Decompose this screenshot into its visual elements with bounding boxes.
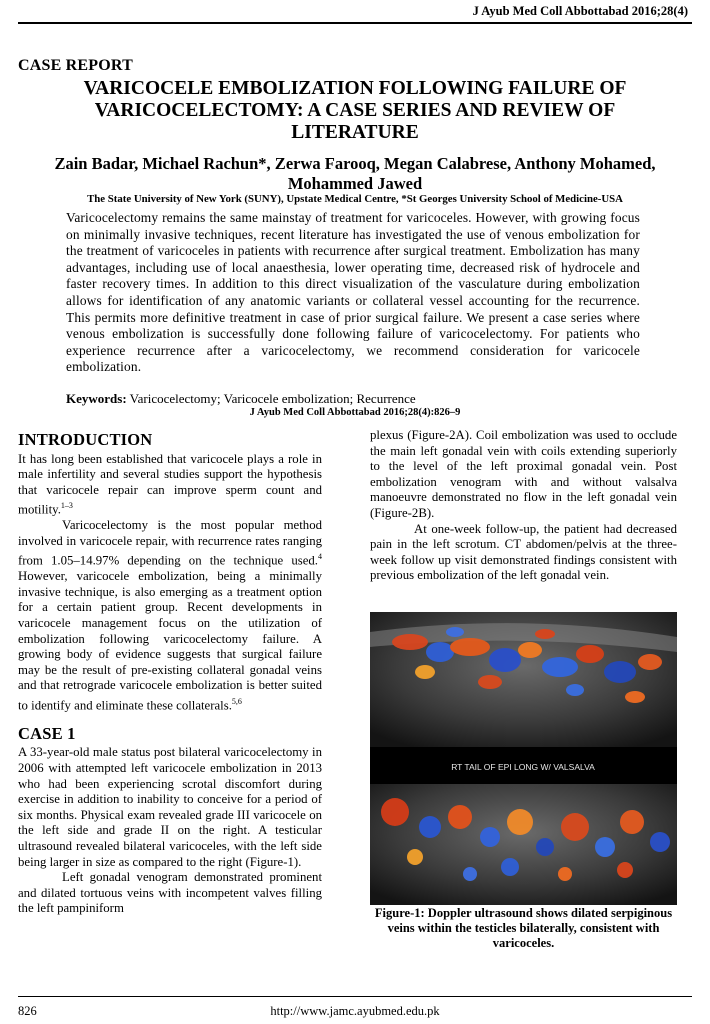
figure-1-ultrasound-image: [370, 612, 677, 905]
article-citation: J Ayub Med Coll Abbottabad 2016;28(4):826–9: [249, 407, 461, 418]
abstract-text: Varicocelectomy remains the same mainstay of treatment for varicoceles. However, with growing focus on minimally invasive techniques, recent literature has investigated the use of venous embolization for the treatment of varicoceles in patients with recurrence after surgical treatment. Embolization has many advantages, including use of local anaesthesia, lower operating time, decreased risk of hydrocele and faster recovery times. In addition to this direct visualization of the vasculature during embolization allows for identification of any anatomic variants or collateral vessel accounting for the recurrence. This permits more definitive treatment in case of prior surgical failure. We present a case series where venous embolization is successfully done following failure of varicocelectomy. For patients who experience recurrence after a varicocelectomy, we recommend consideration for varicocele embolization.: [66, 210, 640, 375]
keywords-text: Varicocelectomy; Varicocele embolization; Recurrence: [126, 391, 416, 406]
case1-paragraph-3: At one-week follow-up, the patient had decreased pain in the left scrotum. CT abdomen/pelvis at the three-week follow up visit demonstrated findings consistent with previous embolization of the left gonadal vein.: [370, 521, 677, 583]
ultrasound-label: RT TAIL OF EPI LONG W/ VALSALVA: [451, 762, 595, 772]
header-rule: [18, 22, 692, 24]
right-column: [370, 428, 677, 584]
introduction-heading: INTRODUCTION: [18, 430, 153, 449]
footer-rule: [18, 996, 692, 997]
intro-p1-text: It has long been established that varicocele plays a role in male infertility and several studies support the hypothesis that varicocele repair can improve sperm count and motility.: [18, 451, 322, 517]
figure-1-caption: Figure-1: Doppler ultrasound shows dilated serpiginous veins within the testicles bilaterally, consistent with varicoceles.: [374, 906, 673, 950]
article-title: VARICOCELE EMBOLIZATION FOLLOWING FAILURE OF VARICOCELECTOMY: A CASE SERIES AND REVIEW OF LITERATURE: [83, 78, 627, 143]
journal-url[interactable]: http://www.jamc.ayubmed.edu.pk: [270, 1004, 440, 1018]
case1-paragraph-2-continued: plexus (Figure-2A). Coil embolization was used to occlude the main left gonadal vein with coils extending superiorly to the level of the left proximal gonadal vein. Post embolization venogram with and without valsalva manoeuvre demonstrated no flow in the left gonadal vein (Figure-2B).: [370, 428, 677, 520]
case1-paragraph-1: A 33-year-old male status post bilateral varicocelectomy in 2006 with attempted left varicocele embolization in 2013 who had been experiencing scrotal discomfort during exercise in addition to inability to conceive for a period of six months. Physical exam revealed grade III varicocele on the left side and grade II on the right. A testicular ultrasound revealed bilateral varicoceles, with the left side being larger in size as compared to the right (Figure-1).: [18, 745, 322, 869]
reference-superscript: 4: [318, 552, 322, 562]
case1-paragraph-2: Left gonadal venogram demonstrated prominent and dilated tortuous veins with incompetent valves filling the left pampiniform: [18, 870, 322, 916]
case1-heading: CASE 1: [18, 723, 76, 743]
reference-superscript: 5,6: [231, 697, 242, 707]
affiliation: The State University of New York (SUNY), Upstate Medical Centre, *St Georges University School of Medicine-USA: [87, 193, 623, 205]
reference-superscript: 1–3: [60, 501, 73, 511]
intro-p2-text-b: However, varicocele embolization, being a minimally invasive technique, is also emerging as a treatment option for a certain patient group. Recent developments in varicocele management focus on the utilization of embolization following varicocelectomy failure. A growing body of evidence suggests that surgical failure may be the result of pre-existing collateral gonadal veins and that retrograde varicocele embolization is better suited to identify and eliminate these collaterals.: [18, 569, 322, 713]
keywords-line: [66, 391, 640, 407]
introduction-paragraph-1: [18, 452, 322, 519]
intro-p2-text-a: Varicocelectomy is the most popular method involved in varicocele repair, with recurrence rates ranging from 1.05–14.97% depending on the technique used.: [18, 518, 322, 568]
doppler-ultrasound-graphic: [370, 612, 677, 905]
journal-citation-header: J Ayub Med Coll Abbottabad 2016;28(4): [472, 4, 688, 18]
author-list: Zain Badar, Michael Rachun*, Zerwa Farooq, Megan Calabrese, Anthony Mohamed, Mohammed Jawed: [54, 154, 656, 193]
keywords-label: Keywords:: [66, 391, 127, 406]
left-column: [18, 428, 322, 917]
section-label: CASE REPORT: [18, 57, 133, 74]
page-number: 826: [18, 1004, 37, 1018]
introduction-paragraph-2: [18, 518, 322, 714]
